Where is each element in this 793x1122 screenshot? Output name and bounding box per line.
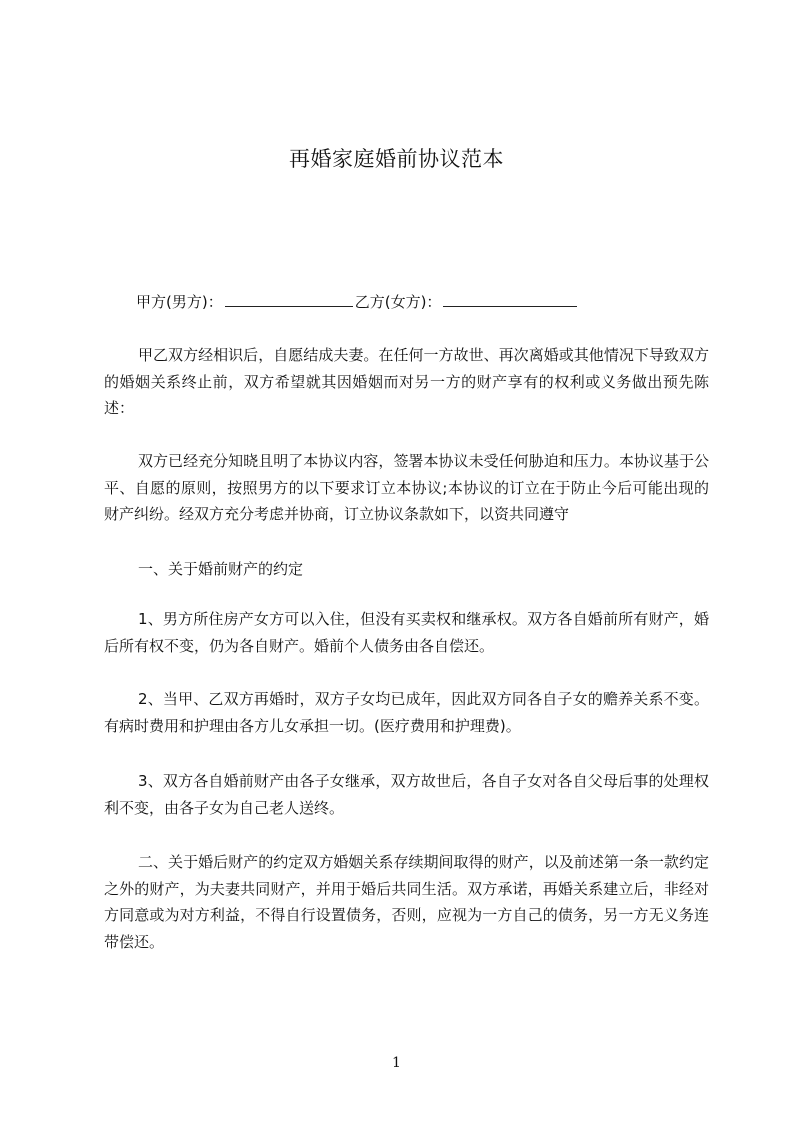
section-2-paragraph: 二、关于婚后财产的约定双方婚姻关系存续期间取得的财产，以及前述第一条一款约定之外的财产，为夫妻共同财产，并用于婚后共同生活。双方承诺，再婚关系建立后，非经对方同意或为对方利益，不得自行设置债务，否则，应视为一方自己的债务，另一方无义务连带偿还。 [104,853,709,951]
section-1-item-1: 1、男方所住房产女方可以入住，但没有买卖权和继承权。双方各自婚前所有财产，婚后所有权不变，仍为各自财产。婚前个人债务由各自偿还。 [104,610,709,655]
parties-line [136,291,579,312]
section-1-heading: 一、关于婚前财产的约定 [138,560,304,578]
document-title: 再婚家庭婚前协议范本 [289,147,504,171]
party-a-label: 甲方(男方)： [136,293,223,311]
agreement-basis-paragraph: 双方已经充分知晓且明了本协议内容，签署本协议未受任何胁迫和压力。本协议基于公平、自愿的原则，按照男方的以下要求订立本协议;本协议的订立在于防止今后可能出现的财产纠纷。经双方充分考虑并协商，订立协议条款如下，以资共同遵守 [104,452,709,523]
preamble-paragraph: 甲乙双方经相识后，自愿结成夫妻。在任何一方故世、再次离婚或其他情况下导致双方的婚姻关系终止前，双方希望就其因婚姻而对另一方的财产享有的权利或义务做出预先陈述： [104,346,709,417]
party-b-label: 乙方(女方)： [354,293,442,311]
party-b-blank [443,292,577,307]
page-number: 1 [392,1055,401,1071]
section-1-item-3: 3、双方各自婚前财产由各子女继承，双方故世后，各自子女对各自父母后事的处理权利不变，由各子女为自己老人送终。 [104,772,709,817]
party-a-blank [225,292,353,307]
section-1-item-2: 2、当甲、乙双方再婚时，双方子女均已成年，因此双方同各自子女的赡养关系不变。有病时费用和护理由各方儿女承担一切。(医疗费用和护理费)。 [104,690,709,735]
